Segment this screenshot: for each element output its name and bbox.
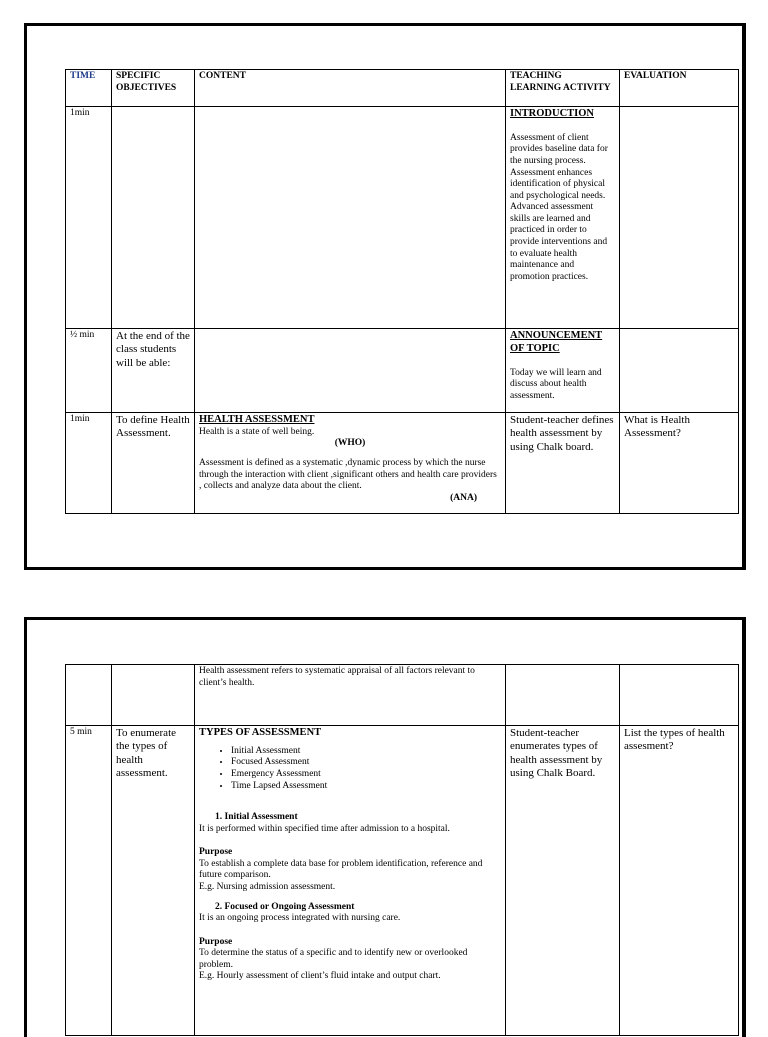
initial-example-text: E.g. Nursing admission assessment. (199, 882, 336, 892)
table-row-define (66, 413, 739, 514)
evaluation-cell: List the types of health assesment? (620, 726, 739, 1036)
content-cell (195, 726, 506, 1036)
evaluation-cell (620, 107, 739, 329)
objective-cell: At the end of the class students will be able: (112, 329, 195, 413)
page-gap (0, 574, 768, 616)
content-cell (195, 329, 506, 413)
header-evaluation: EVALUATION (620, 70, 739, 107)
objective-cell (112, 107, 195, 329)
time-cell (66, 665, 112, 726)
focused-assessment-text: It is an ongoing process integrated with nursing care. (199, 913, 401, 924)
objective-cell: To define Health Assessment. (112, 413, 195, 514)
table-row-types (66, 726, 739, 1036)
who-citation: (WHO) (334, 438, 366, 449)
types-list (199, 746, 501, 792)
initial-assessment-text: It is performed within specified time after admission to a hospital. (199, 823, 450, 834)
objective-cell (112, 665, 195, 726)
introduction-text: Assessment of client provides baseline data for the nursing process. Assessment enhances identification of physical and psychological needs. Advanced assessment skills are learned and practiced in order to provide interventions and to evaluate health maintenance and promotion practices. (510, 132, 608, 282)
header-objectives: SPECIFIC OBJECTIVES (112, 70, 195, 107)
announcement-text: Today we will learn and discuss about health assessment. (510, 367, 602, 401)
focused-assessment-heading: 2. Focused or Ongoing Assessment (215, 901, 355, 912)
types-heading: TYPES OF ASSESSMENT (199, 727, 322, 738)
assessment-definition: Assessment is defined as a systematic ,dynamic process by which the nurse through the interaction with client ,significant others and health care providers , collects and analyze data about the client. (199, 457, 497, 492)
health-assessment-heading: HEALTH ASSESSMENT (199, 414, 315, 425)
purpose-label: Purpose (199, 847, 233, 858)
table-row-announcement (66, 329, 739, 413)
time-cell: 5 min (66, 726, 112, 1036)
ana-citation: (ANA) (450, 492, 477, 503)
lesson-plan-table-page-2 (65, 664, 739, 1036)
content-cell (195, 413, 506, 514)
content-cell (195, 107, 506, 329)
time-cell: 1min (66, 107, 112, 329)
header-content: CONTENT (195, 70, 506, 107)
list-item: • Initial Assessment (231, 746, 501, 758)
header-activity: TEACHING LEARNING ACTIVITY (506, 70, 620, 107)
time-cell: ½ min (66, 329, 112, 413)
list-item: • Emergency Assessment (231, 769, 501, 781)
activity-cell (506, 107, 620, 329)
header-row (66, 70, 739, 107)
table-row-introduction (66, 107, 739, 329)
header-time: TIME (66, 70, 112, 107)
evaluation-cell (620, 665, 739, 726)
objective-cell: To enumerate the types of health assessment. (112, 726, 195, 1036)
table-row-continuation (66, 665, 739, 726)
evaluation-cell: What is Health Assessment? (620, 413, 739, 514)
introduction-heading: INTRODUCTION (510, 108, 595, 119)
activity-cell (506, 329, 620, 413)
evaluation-cell (620, 329, 739, 413)
focused-example-text: E.g. Hourly assessment of client’s fluid intake and output chart. (199, 971, 441, 982)
time-cell: 1min (66, 413, 112, 514)
list-item: • Time Lapsed Assessment (231, 781, 501, 793)
activity-cell: Student-teacher defines health assessment by using Chalk board. (506, 413, 620, 514)
purpose-label: Purpose (199, 936, 233, 947)
content-cell: Health assessment refers to systematic appraisal of all factors relevant to client’s health. (195, 665, 506, 726)
list-item: • Focused Assessment (231, 757, 501, 769)
announcement-heading: ANNOUNCEMENT OF TOPIC (510, 330, 603, 354)
initial-purpose-text: To establish a complete data base for problem identification, reference and future comparison. (199, 858, 483, 881)
activity-cell (506, 665, 620, 726)
focused-purpose-text: To determine the status of a specific and to identify new or overlooked problem. (199, 948, 468, 970)
initial-assessment-heading: 1. Initial Assessment (215, 812, 298, 823)
health-definition: Health is a state of well being. (199, 426, 315, 437)
lesson-plan-table-page-1 (65, 69, 739, 514)
activity-cell: Student-teacher enumerates types of health assessment by using Chalk Board. (506, 726, 620, 1036)
